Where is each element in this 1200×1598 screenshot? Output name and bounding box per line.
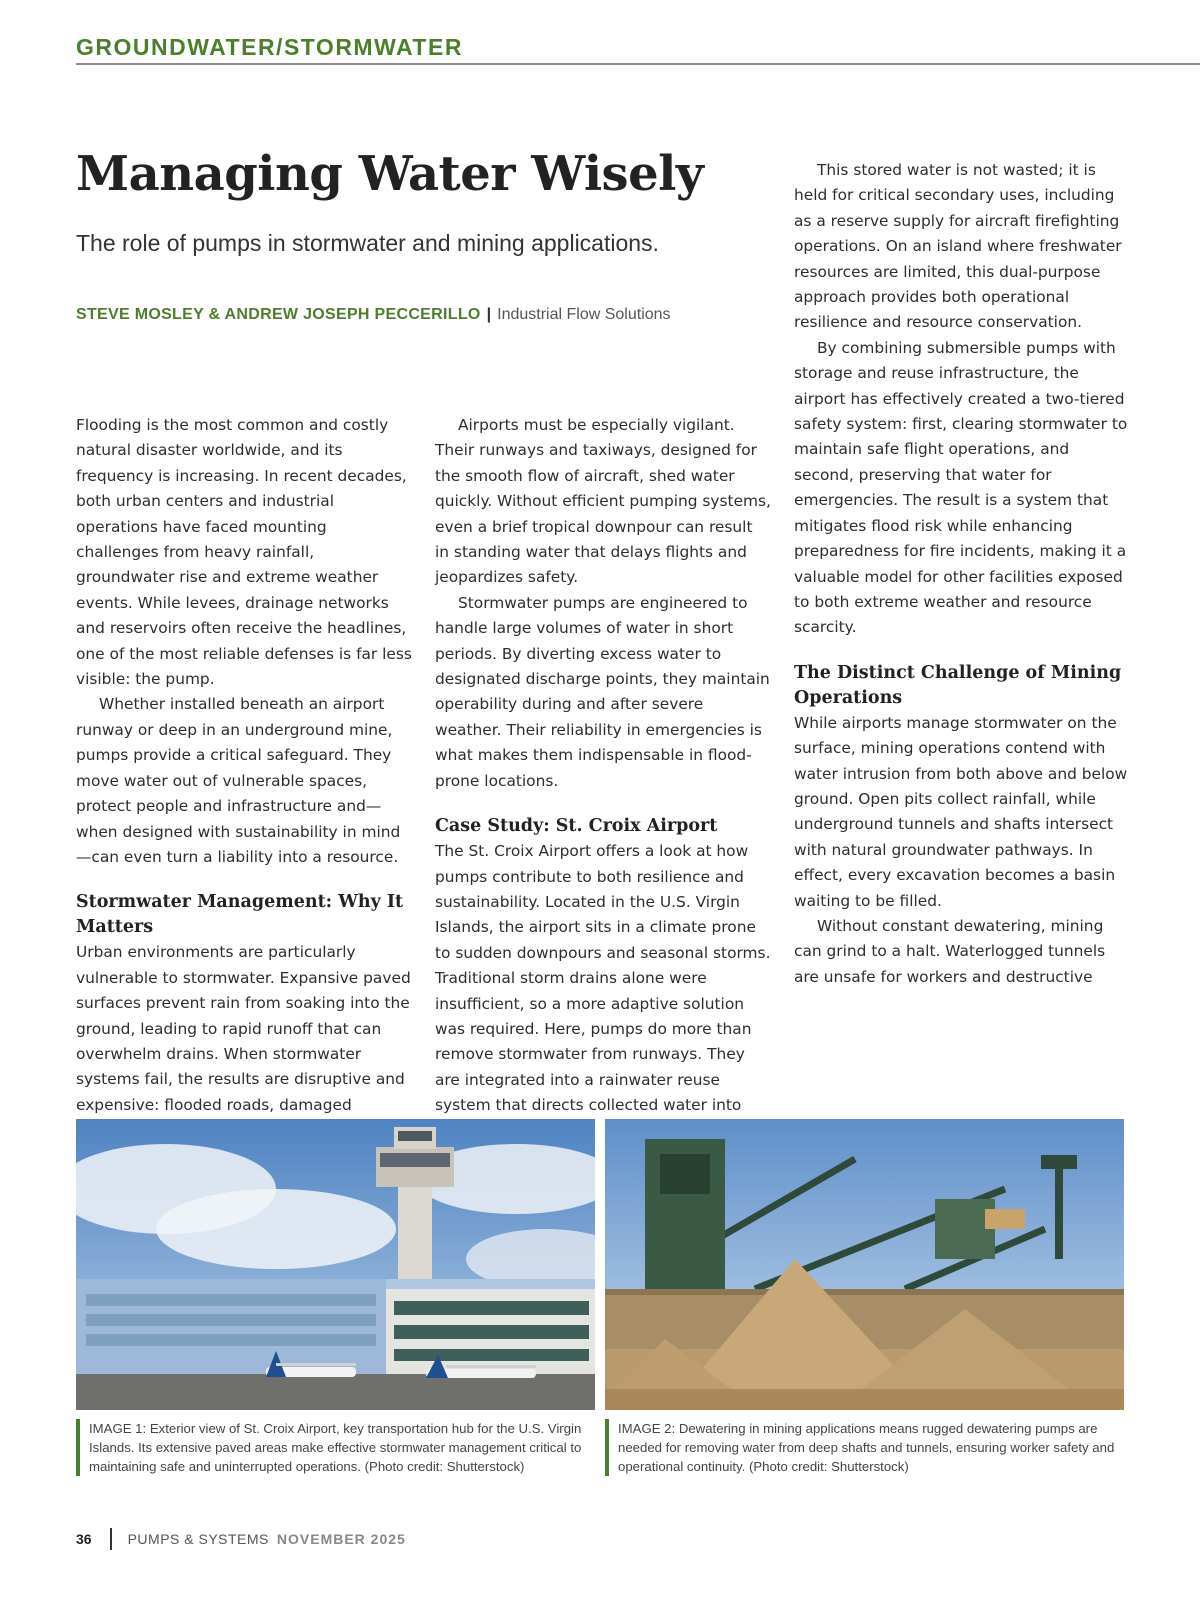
paragraph: While airports manage stormwater on the surface, mining operations contend with water intrusion from both above and below ground. Open pits collect rainfall, while underground tunnels and shafts intersect with natural groundwater pathways. In effect, every excavation becomes a basin waiting to be filled. (794, 713, 1128, 910)
publication-name: PUMPS & SYSTEMS (127, 1531, 269, 1547)
paragraph: By combining submersible pumps with storage and reuse infrastructure, the airport has effectively created a two-tiered safety system: first, clearing stormwater to maintain safe flight operations, and second, preserving that water for emergencies. The result is a system that mitigates flood risk while enhancing preparedness for fire incidents, making it a valuable model for other facilities exposed to both extreme weather and resource scarcity. (794, 338, 1128, 637)
article-column-3 (794, 158, 1130, 990)
paragraph: Urban environments are particularly vulnerable to stormwater. Expansive paved surfaces prevent rain from soaking into the ground, leading to rapid runoff that can overwhelm drains. When stormwater systems fail, the results are disruptive and expensive: flooded roads, damaged (76, 943, 411, 1114)
byline (76, 306, 671, 324)
page-number: 36 (76, 1531, 92, 1547)
article-subtitle: The role of pumps in stormwater and mining applications. (76, 230, 659, 256)
subheading: Stormwater Management: Why It Matters (76, 892, 404, 938)
header-divider (76, 63, 1200, 65)
subheading: The Distinct Challenge of Mining Operations (794, 662, 1122, 708)
figure-caption-1: IMAGE 1: Exterior view of St. Croix Airport, key transportation hub for the U.S. Virgin Islands. Its extensive paved areas make effective stormwater management critical to maintaining safe and uninterrupted operations. (Photo credit: Shutterstock) (76, 1419, 595, 1476)
figure-caption-2: IMAGE 2: Dewatering in mining applications means rugged dewatering pumps are needed for removing water from deep shafts and tunnels, ensuring worker safety and operational continuity. (Photo credit: Shutterstock) (605, 1419, 1124, 1476)
airport-photo (76, 1119, 595, 1410)
mining-photo (605, 1119, 1124, 1410)
subheading: Case Study: St. Croix Airport (435, 816, 718, 837)
paragraph: Without constant dewatering, mining can grind to a halt. Waterlogged tunnels are unsafe for workers and destructive (794, 916, 1106, 986)
byline-authors: STEVE MOSLEY & ANDREW JOSEPH PECCERILLO (76, 306, 481, 323)
page-footer (76, 1528, 406, 1550)
paragraph: Whether installed beneath an airport runway or deep in an underground mine, pumps provide a critical safeguard. They move water out of vulnerable spaces, protect people and infrastructure and—when designed with sustainability in mind—can even turn a liability into a resource. (76, 695, 401, 866)
paragraph: Stormwater pumps are engineered to handle large volumes of water in short periods. By diverting excess water to designated discharge points, they maintain operability during and after severe weather. Their reliability in emergencies is what makes them indispensable in flood-prone locations. (435, 593, 770, 790)
paragraph: The St. Croix Airport offers a look at how pumps contribute to both resilience and sustainability. Located in the U.S. Virgin Islands, the airport sits in a climate prone to sudden downpours and seasonal storms. Traditional storm drains alone were insufficient, so a more adaptive solution was required. Here, pumps do more than remove stormwater from runways. They are integrated into a rainwater reuse system that directs collected water into (435, 842, 771, 1115)
article-title: Managing Water Wisely (76, 146, 704, 202)
byline-organization: Industrial Flow Solutions (497, 306, 671, 323)
byline-separator: | (486, 306, 492, 323)
paragraph: Airports must be especially vigilant. Their runways and taxiways, designed for the smooth flow of aircraft, shed water quickly. Without efficient pumping systems, even a brief tropical downpour can result in standing water that delays flights and jeopardizes safety. (435, 416, 771, 587)
paragraph: This stored water is not wasted; it is held for critical secondary uses, including as a reserve supply for aircraft firefighting operations. On an island where freshwater resources are limited, this dual-purpose approach provides both operational resilience and resource conservation. (794, 161, 1122, 332)
section-header: GROUNDWATER/STORMWATER (76, 34, 463, 60)
article-column-1 (76, 413, 412, 1144)
article-column-2 (435, 413, 771, 1144)
footer-divider (110, 1528, 112, 1550)
paragraph: Flooding is the most common and costly natural disaster worldwide, and its frequency is increasing. In recent decades, both urban centers and industrial operations have faced mounting challenges from heavy rainfall, groundwater rise and extreme weather events. While levees, drainage networks and reservoirs often receive the headlines, one of the most reliable defenses is far less visible: the pump. (76, 416, 412, 689)
issue-date: NOVEMBER 2025 (276, 1531, 406, 1547)
